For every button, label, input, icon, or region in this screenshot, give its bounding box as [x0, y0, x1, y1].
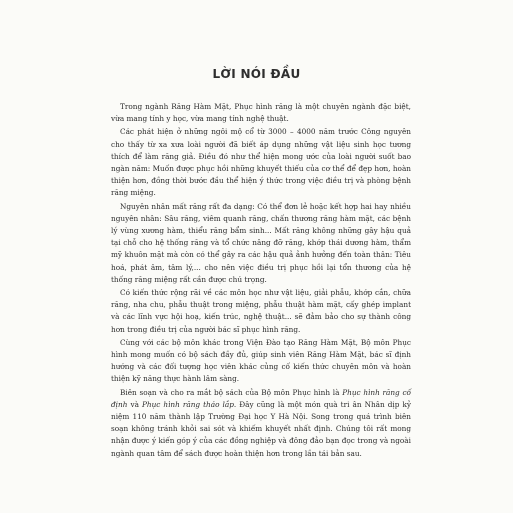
book-title-removable-prosthodontics: Phục hình răng tháo lắp — [141, 399, 234, 409]
paragraph-6-conjunction: và — [127, 399, 142, 409]
paragraph-6 — [111, 387, 411, 460]
paragraph-6-text-end: . Đây cũng là một món quà tri ân Nhân dịp kỷ niệm 110 năm thành lập Trường Đại học Y Hà Nội. Song trong quá trình biên soạn không tránh khỏi sai sót và khiếm khuyết nhất định. Chúng tôi rất mong nhận được ý kiến góp ý của các đồng nghiệp và đông đảo bạn đọc trong và ngoài ngành quan tâm để sách được hoàn thiện hơn trong lần tái bản sau. — [111, 399, 412, 458]
book-title-fixed-prosthodontics: Phục hình răng cố định — [111, 387, 412, 409]
page-title: LỜI NÓI ĐẦU — [212, 67, 301, 81]
paragraph-3: Nguyên nhân mất răng rất đa dạng: Có thể đơn lẻ hoặc kết hợp hai hay nhiều nguyên nhân: Sâu răng, viêm quanh răng, chấn thương răng hàm mặt, các bệnh lý vùng xương hàm, thiểu răng bẩm sinh... Mất răng không những gây hậu quả tại chỗ cho hệ thống răng và tổ chức nâng đỡ răng, khớp thái dương hàm, thẩm mỹ khuôn mặt mà còn có thể gây ra các hậu quả ảnh hưởng đến toàn thân: Tiêu hoá, phát âm, tâm lý,... cho nên việc điều trị phục hồi lại tổn thương của hệ thống răng miệng rất cần được chú trọng. — [111, 201, 411, 284]
paragraph-5: Cùng với các bộ môn khác trong Viện Đào tạo Răng Hàm Mặt, Bộ môn Phục hình mong muốn có bộ sách đầy đủ, giúp sinh viên Răng Hàm Mặt, bác sĩ định hướng và các đối tượng học viên khác củng cố kiến thức chuyên môn và hoàn thiện kỹ năng thực hành lâm sàng. — [111, 337, 411, 384]
paragraph-2: Các phát hiện ở những ngôi mộ cổ từ 3000 – 4000 năm trước Công nguyên cho thấy từ xa xưa loài người đã biết áp dụng những vật liệu sinh học tương thích để làm răng giả. Điều đó như thể hiện mong ước của loài người suốt bao ngàn năm: Muốn được phục hồi những khuyết thiếu của cơ thể để đẹp hơn, hoàn thiện hơn, đồng thời bước đầu thể hiện ý thức trong việc điều trị và phòng bệnh răng miệng. — [111, 127, 411, 198]
paragraph-4: Có kiến thức rộng rãi về các môn học như vật liệu, giải phẫu, khớp cắn, chữa răng, nha chu, phẫu thuật trong miệng, phẫu thuật hàm mặt, cấy ghép implant và các lĩnh vực hội hoạ, kiến trúc, nghệ thuật... sẽ đảm bảo cho sự thành công hơn trong điều trị của người bác sĩ phục hình răng. — [111, 288, 411, 334]
preface-body — [111, 101, 411, 461]
paragraph-1: Trong ngành Răng Hàm Mặt, Phục hình răng là một chuyên ngành đặc biệt, vừa mang tính y học, vừa mang tính nghệ thuật. — [111, 102, 411, 124]
paragraph-6-text-start: Biên soạn và cho ra mắt bộ sách của Bộ môn Phục hình là — [120, 387, 343, 397]
